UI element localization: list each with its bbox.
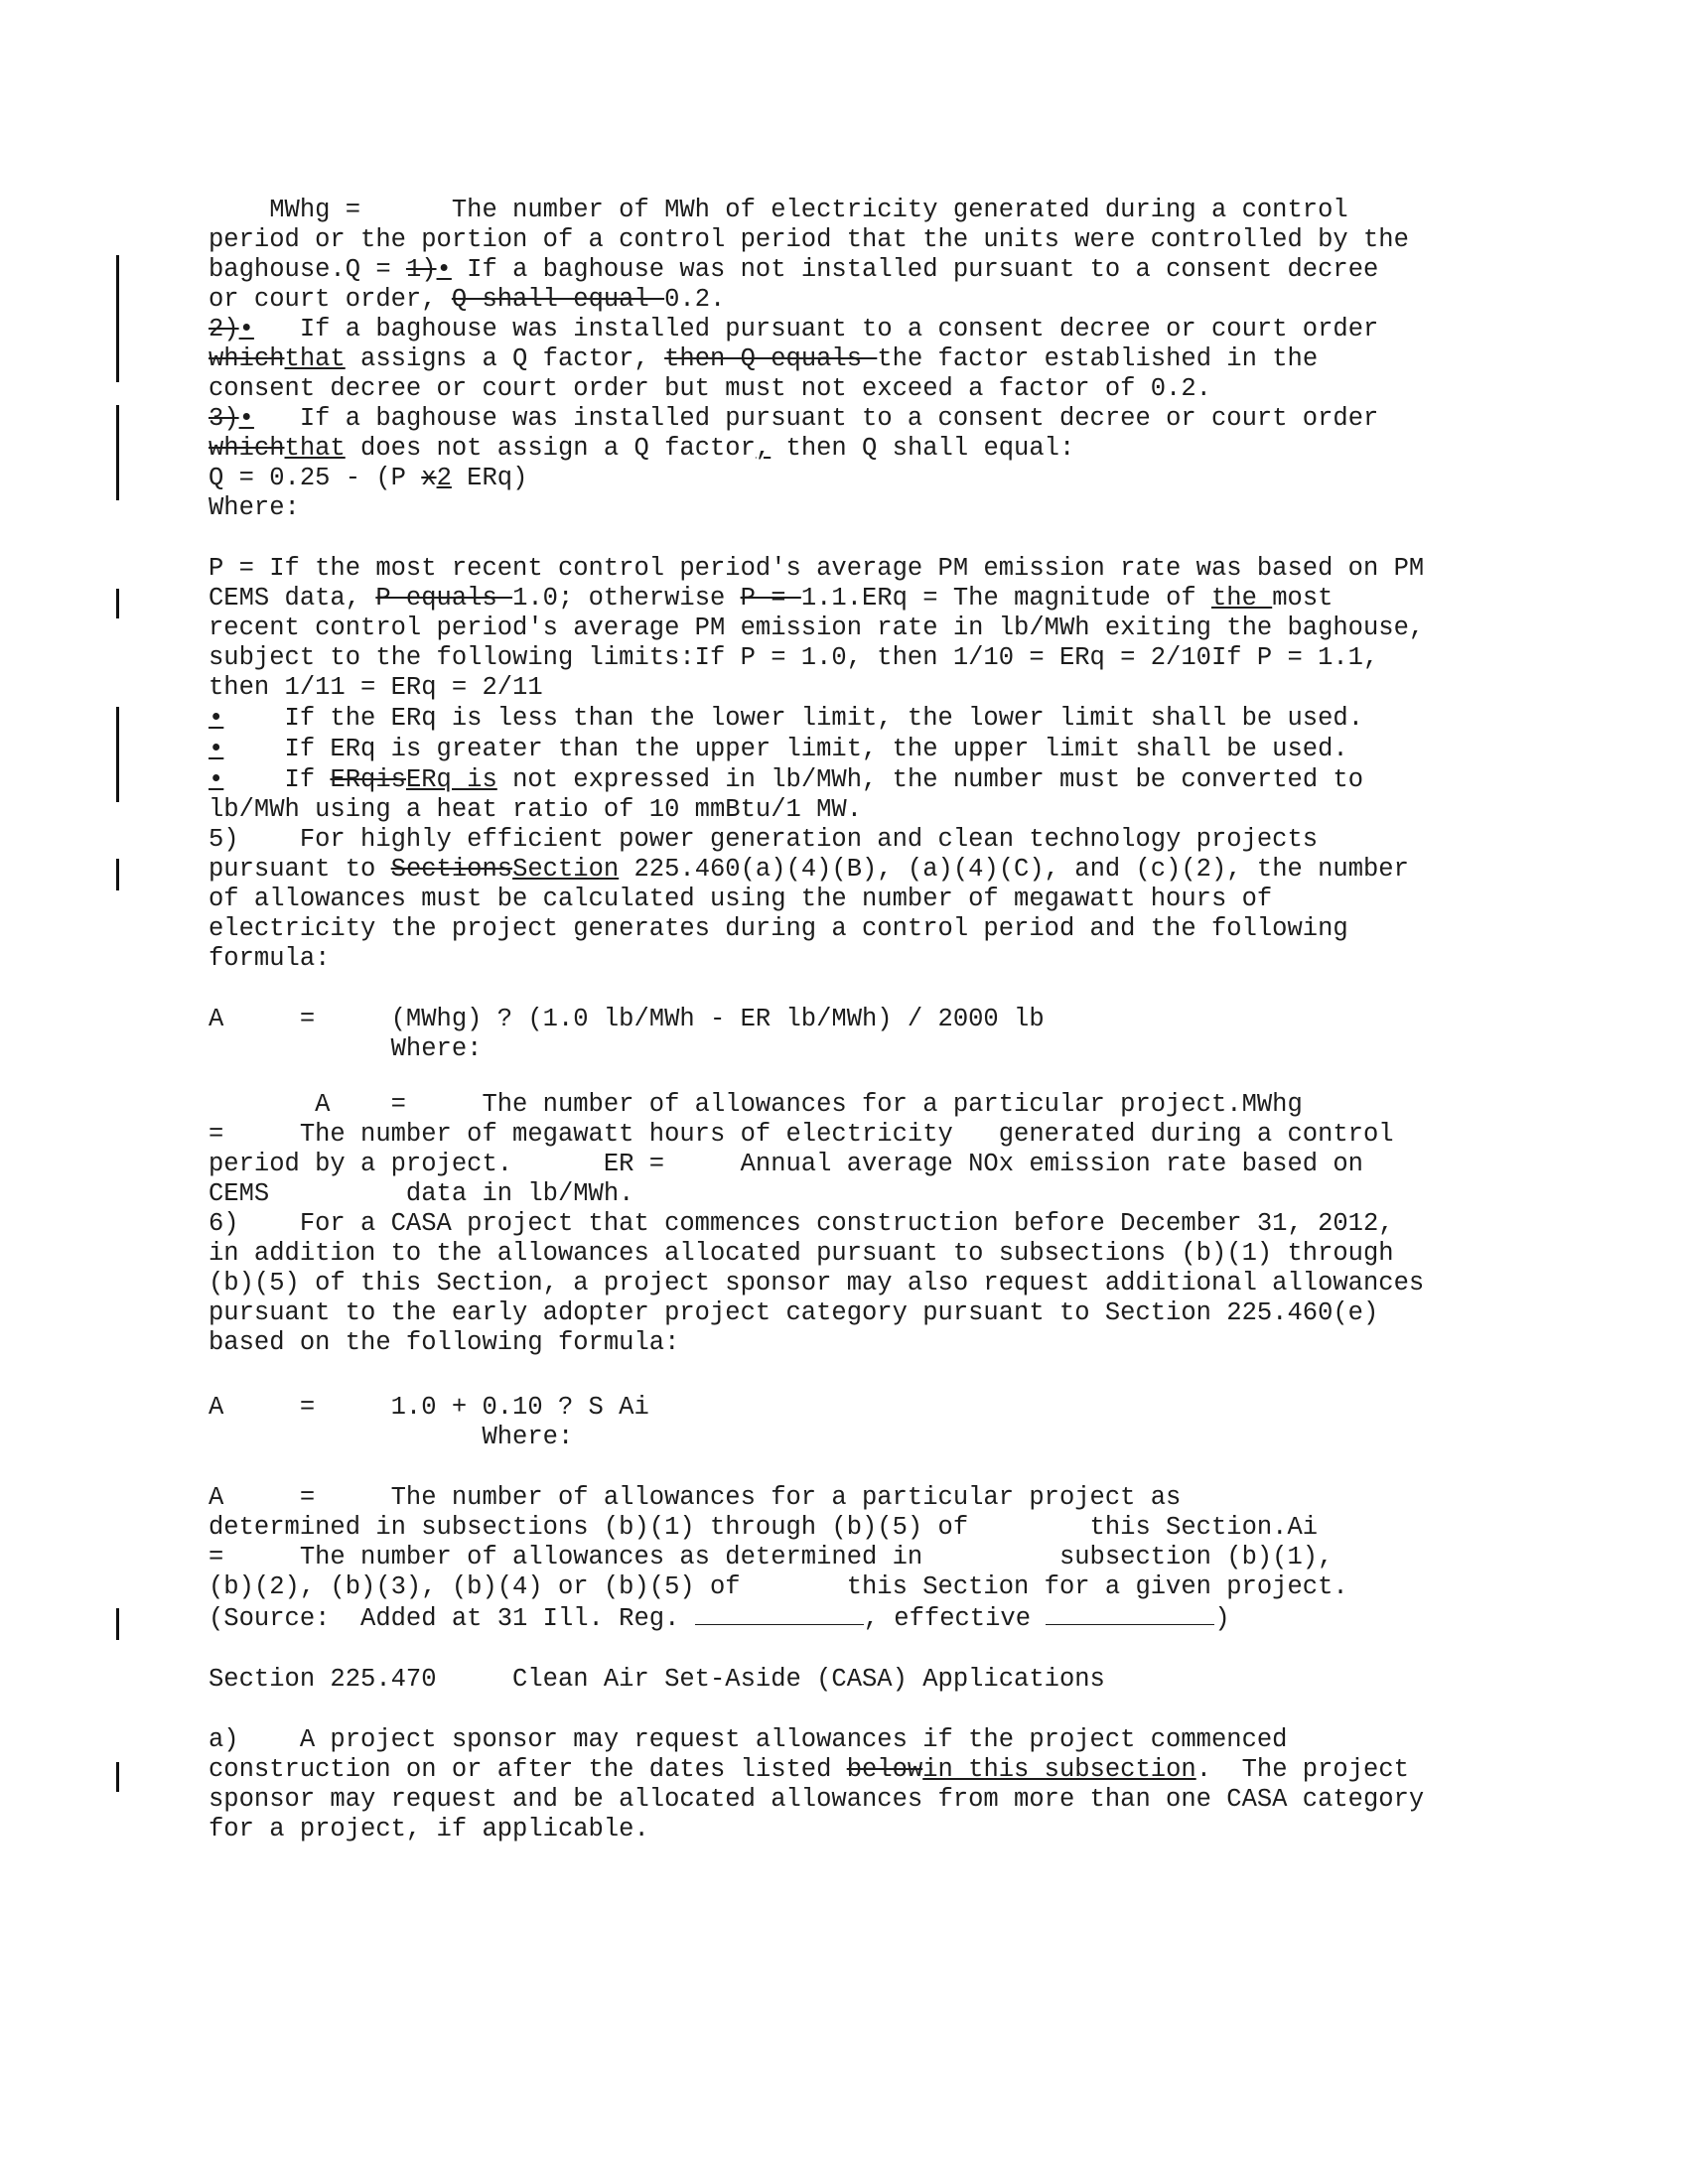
text-run: A = The number of allowances for a particular project as xyxy=(209,1483,1182,1512)
text-run: most xyxy=(1272,584,1333,613)
text-run: the factor established in the xyxy=(877,344,1319,373)
text-line xyxy=(209,1328,679,1358)
revision-bar xyxy=(116,333,119,382)
deleted-text: ERqis xyxy=(330,765,406,794)
text-line xyxy=(209,1513,1318,1543)
text-run: pursuant to xyxy=(209,855,391,884)
text-line xyxy=(209,1090,1303,1120)
text-run: CEMS data, xyxy=(209,584,376,613)
text-run: then 1/11 = ERq = 2/11 xyxy=(209,673,543,702)
text-run: subject to the following limits:If P = 1.0, then 1/10 = ERq = 2/10If P = 1.1, xyxy=(209,643,1379,672)
text-line xyxy=(209,1572,1348,1602)
text-run: A = (MWhg) ? (1.0 lb/MWh - ER lb/MWh) / 2000 lb xyxy=(209,1005,1045,1033)
inserted-text: • xyxy=(209,735,224,763)
text-line xyxy=(209,1423,573,1452)
text-run: 0.2. xyxy=(664,285,726,314)
text-line xyxy=(209,614,1424,643)
deleted-text: Q shall equal xyxy=(451,285,665,314)
revision-bar xyxy=(116,589,119,618)
text-run: = The number of allowances as determined in subsection (b)(1), xyxy=(209,1543,1333,1571)
blank-line xyxy=(695,1602,864,1625)
text-line xyxy=(209,285,725,315)
text-run: consent decree or court order but must not exceed a factor of 0.2. xyxy=(209,374,1211,403)
text-line xyxy=(209,1665,1105,1695)
deleted-text: which xyxy=(209,344,285,373)
text-line xyxy=(209,464,527,493)
text-run: or court order, xyxy=(209,285,452,314)
text-run: of allowances must be calculated using the number of megawatt hours of xyxy=(209,885,1273,913)
text-run: sponsor may request and be allocated allowances from more than one CASA category xyxy=(209,1785,1425,1814)
text-run: 1.1.ERq = The magnitude of xyxy=(800,584,1211,613)
text-line xyxy=(209,1393,649,1423)
revision-bar xyxy=(116,1762,119,1792)
text-run: P = If the most recent control period's average PM emission rate was based on PM xyxy=(209,554,1425,583)
text-run: 5) For highly efficient power generation and clean technology projects xyxy=(209,825,1319,854)
text-run: If the ERq is less than the lower limit, the lower limit shall be used. xyxy=(223,704,1363,733)
text-line xyxy=(209,225,1409,255)
revision-bar xyxy=(116,405,119,500)
text-run: 225.460(a)(4)(B), (a)(4)(C), and (c)(2), the number xyxy=(619,855,1409,884)
text-line xyxy=(209,255,1378,285)
deleted-text: 3) xyxy=(209,404,239,433)
text-run: Q = 0.25 - (P xyxy=(209,464,422,492)
text-line xyxy=(209,1120,1394,1150)
text-line xyxy=(209,374,1211,404)
text-run: electricity the project generates during a control period and the following xyxy=(209,914,1348,943)
inserted-text: • xyxy=(238,404,254,433)
inserted-text: that xyxy=(284,434,346,463)
deleted-text: which xyxy=(209,434,285,463)
text-run: formula: xyxy=(209,944,331,973)
text-line xyxy=(209,1755,1409,1785)
text-line xyxy=(209,1543,1333,1572)
text-line xyxy=(209,1005,1045,1034)
text-line xyxy=(209,1179,633,1209)
deleted-text: then Q equals xyxy=(664,344,878,373)
inserted-text: , xyxy=(755,434,772,463)
text-line xyxy=(209,914,1348,944)
inserted-text: that xyxy=(284,344,346,373)
text-line xyxy=(209,1785,1424,1815)
text-run: CEMS data in lb/MWh. xyxy=(209,1179,634,1208)
text-run: Section 225.470 Clean Air Set-Aside (CASA) Applications xyxy=(209,1665,1105,1694)
text-run: a) A project sponsor may request allowances if the project commenced xyxy=(209,1725,1288,1754)
text-run: baghouse.Q = xyxy=(209,255,406,284)
text-line xyxy=(209,1209,1394,1239)
text-run: . The project xyxy=(1195,1755,1409,1784)
text-run: then Q shall equal: xyxy=(771,434,1075,463)
deleted-text: P = xyxy=(740,584,801,613)
inserted-text: • xyxy=(436,255,452,284)
text-run: (Source: Added at 31 Ill. Reg. xyxy=(209,1604,695,1633)
text-run: ) xyxy=(1214,1604,1230,1633)
text-line xyxy=(209,885,1272,914)
text-run: MWhg = The number of MWh of electricity generated during a control xyxy=(209,196,1348,224)
inserted-text: ERq is xyxy=(405,765,497,794)
text-line xyxy=(209,1725,1287,1755)
text-line xyxy=(209,196,1348,225)
text-run: Where: xyxy=(209,493,300,522)
text-run: If ERq is greater than the upper limit, the upper limit shall be used. xyxy=(223,735,1348,763)
inserted-text: • xyxy=(238,315,254,343)
revision-bar xyxy=(116,859,119,890)
text-line xyxy=(209,1483,1181,1513)
text-run: If a baghouse was installed pursuant to a consent decree or court order xyxy=(253,404,1379,433)
deleted-text: Sections xyxy=(390,855,513,884)
text-run: does not assign a Q factor xyxy=(345,434,756,463)
text-run: , effective xyxy=(863,1604,1047,1633)
text-line xyxy=(209,1239,1394,1269)
text-run: ERq) xyxy=(451,464,528,492)
text-line xyxy=(209,735,1348,764)
text-run: If xyxy=(223,765,331,794)
text-run: period by a project. ER = Annual average NOx emission rate based on xyxy=(209,1150,1363,1178)
text-line xyxy=(209,1815,649,1844)
text-run: (b)(5) of this Section, a project sponsor may also request additional allowances xyxy=(209,1269,1425,1297)
text-line xyxy=(209,825,1318,855)
text-line xyxy=(209,584,1333,614)
text-run: based on the following formula: xyxy=(209,1328,680,1357)
text-line xyxy=(209,404,1378,434)
text-line xyxy=(209,554,1424,584)
revision-bar xyxy=(116,255,119,340)
inserted-text: • xyxy=(209,704,224,733)
text-run: period or the portion of a control period that the units were controlled by the xyxy=(209,225,1409,254)
text-line xyxy=(209,944,330,974)
text-run: Where: xyxy=(209,1423,574,1451)
text-run: not expressed in lb/MWh, the number must be converted to xyxy=(496,765,1364,794)
text-run: determined in subsections (b)(1) through (b)(5) of this Section.Ai xyxy=(209,1513,1319,1542)
text-run: for a project, if applicable. xyxy=(209,1815,649,1843)
inserted-text: 2 xyxy=(436,464,452,492)
text-run: lb/MWh using a heat ratio of 10 mmBtu/1 MW. xyxy=(209,795,863,824)
deleted-text: 2) xyxy=(209,315,239,343)
text-line xyxy=(209,434,1074,464)
text-line xyxy=(209,765,1363,795)
text-line xyxy=(209,795,862,825)
text-line xyxy=(209,704,1363,734)
text-line xyxy=(209,673,543,703)
text-run: (b)(2), (b)(3), (b)(4) or (b)(5) of this Section for a given project. xyxy=(209,1572,1348,1601)
text-run: 6) For a CASA project that commences construction before December 31, 2012, xyxy=(209,1209,1394,1238)
text-run: construction on or after the dates listed xyxy=(209,1755,847,1784)
text-run: in addition to the allowances allocated pursuant to subsections (b)(1) through xyxy=(209,1239,1394,1268)
inserted-text: Section xyxy=(512,855,620,884)
text-line xyxy=(209,855,1409,885)
text-run: 1.0; otherwise xyxy=(512,584,741,613)
inserted-text: the xyxy=(1211,584,1273,613)
text-run: Where: xyxy=(209,1034,483,1063)
text-run: = The number of megawatt hours of electricity generated during a control xyxy=(209,1120,1394,1149)
inserted-text: • xyxy=(209,765,224,794)
deleted-text: below xyxy=(846,1755,923,1784)
text-line xyxy=(209,315,1378,344)
deleted-text: x xyxy=(421,464,437,492)
text-run: A = The number of allowances for a particular project.MWhg xyxy=(209,1090,1303,1119)
text-run: If a baghouse was installed pursuant to a consent decree or court order xyxy=(253,315,1379,343)
text-line xyxy=(209,344,1318,374)
text-line xyxy=(209,1269,1424,1298)
text-run: pursuant to the early adopter project category pursuant to Section 225.460(e) xyxy=(209,1298,1379,1327)
inserted-text: in this subsection xyxy=(922,1755,1196,1784)
text-run: If a baghouse was not installed pursuant to a consent decree xyxy=(451,255,1379,284)
text-line xyxy=(209,1150,1363,1179)
text-line xyxy=(209,1034,482,1064)
revision-bar xyxy=(116,707,119,802)
text-line xyxy=(209,493,300,523)
text-run: recent control period's average PM emission rate in lb/MWh exiting the baghouse, xyxy=(209,614,1425,642)
text-line xyxy=(209,643,1378,673)
blank-line xyxy=(1046,1602,1214,1625)
text-run: A = 1.0 + 0.10 ? S Ai xyxy=(209,1393,649,1422)
deleted-text: P equals xyxy=(375,584,513,613)
revision-bar xyxy=(116,1608,119,1640)
text-run: assigns a Q factor, xyxy=(345,344,665,373)
text-line xyxy=(209,1298,1378,1328)
text-line xyxy=(209,1602,1230,1634)
deleted-text: 1) xyxy=(405,255,437,284)
